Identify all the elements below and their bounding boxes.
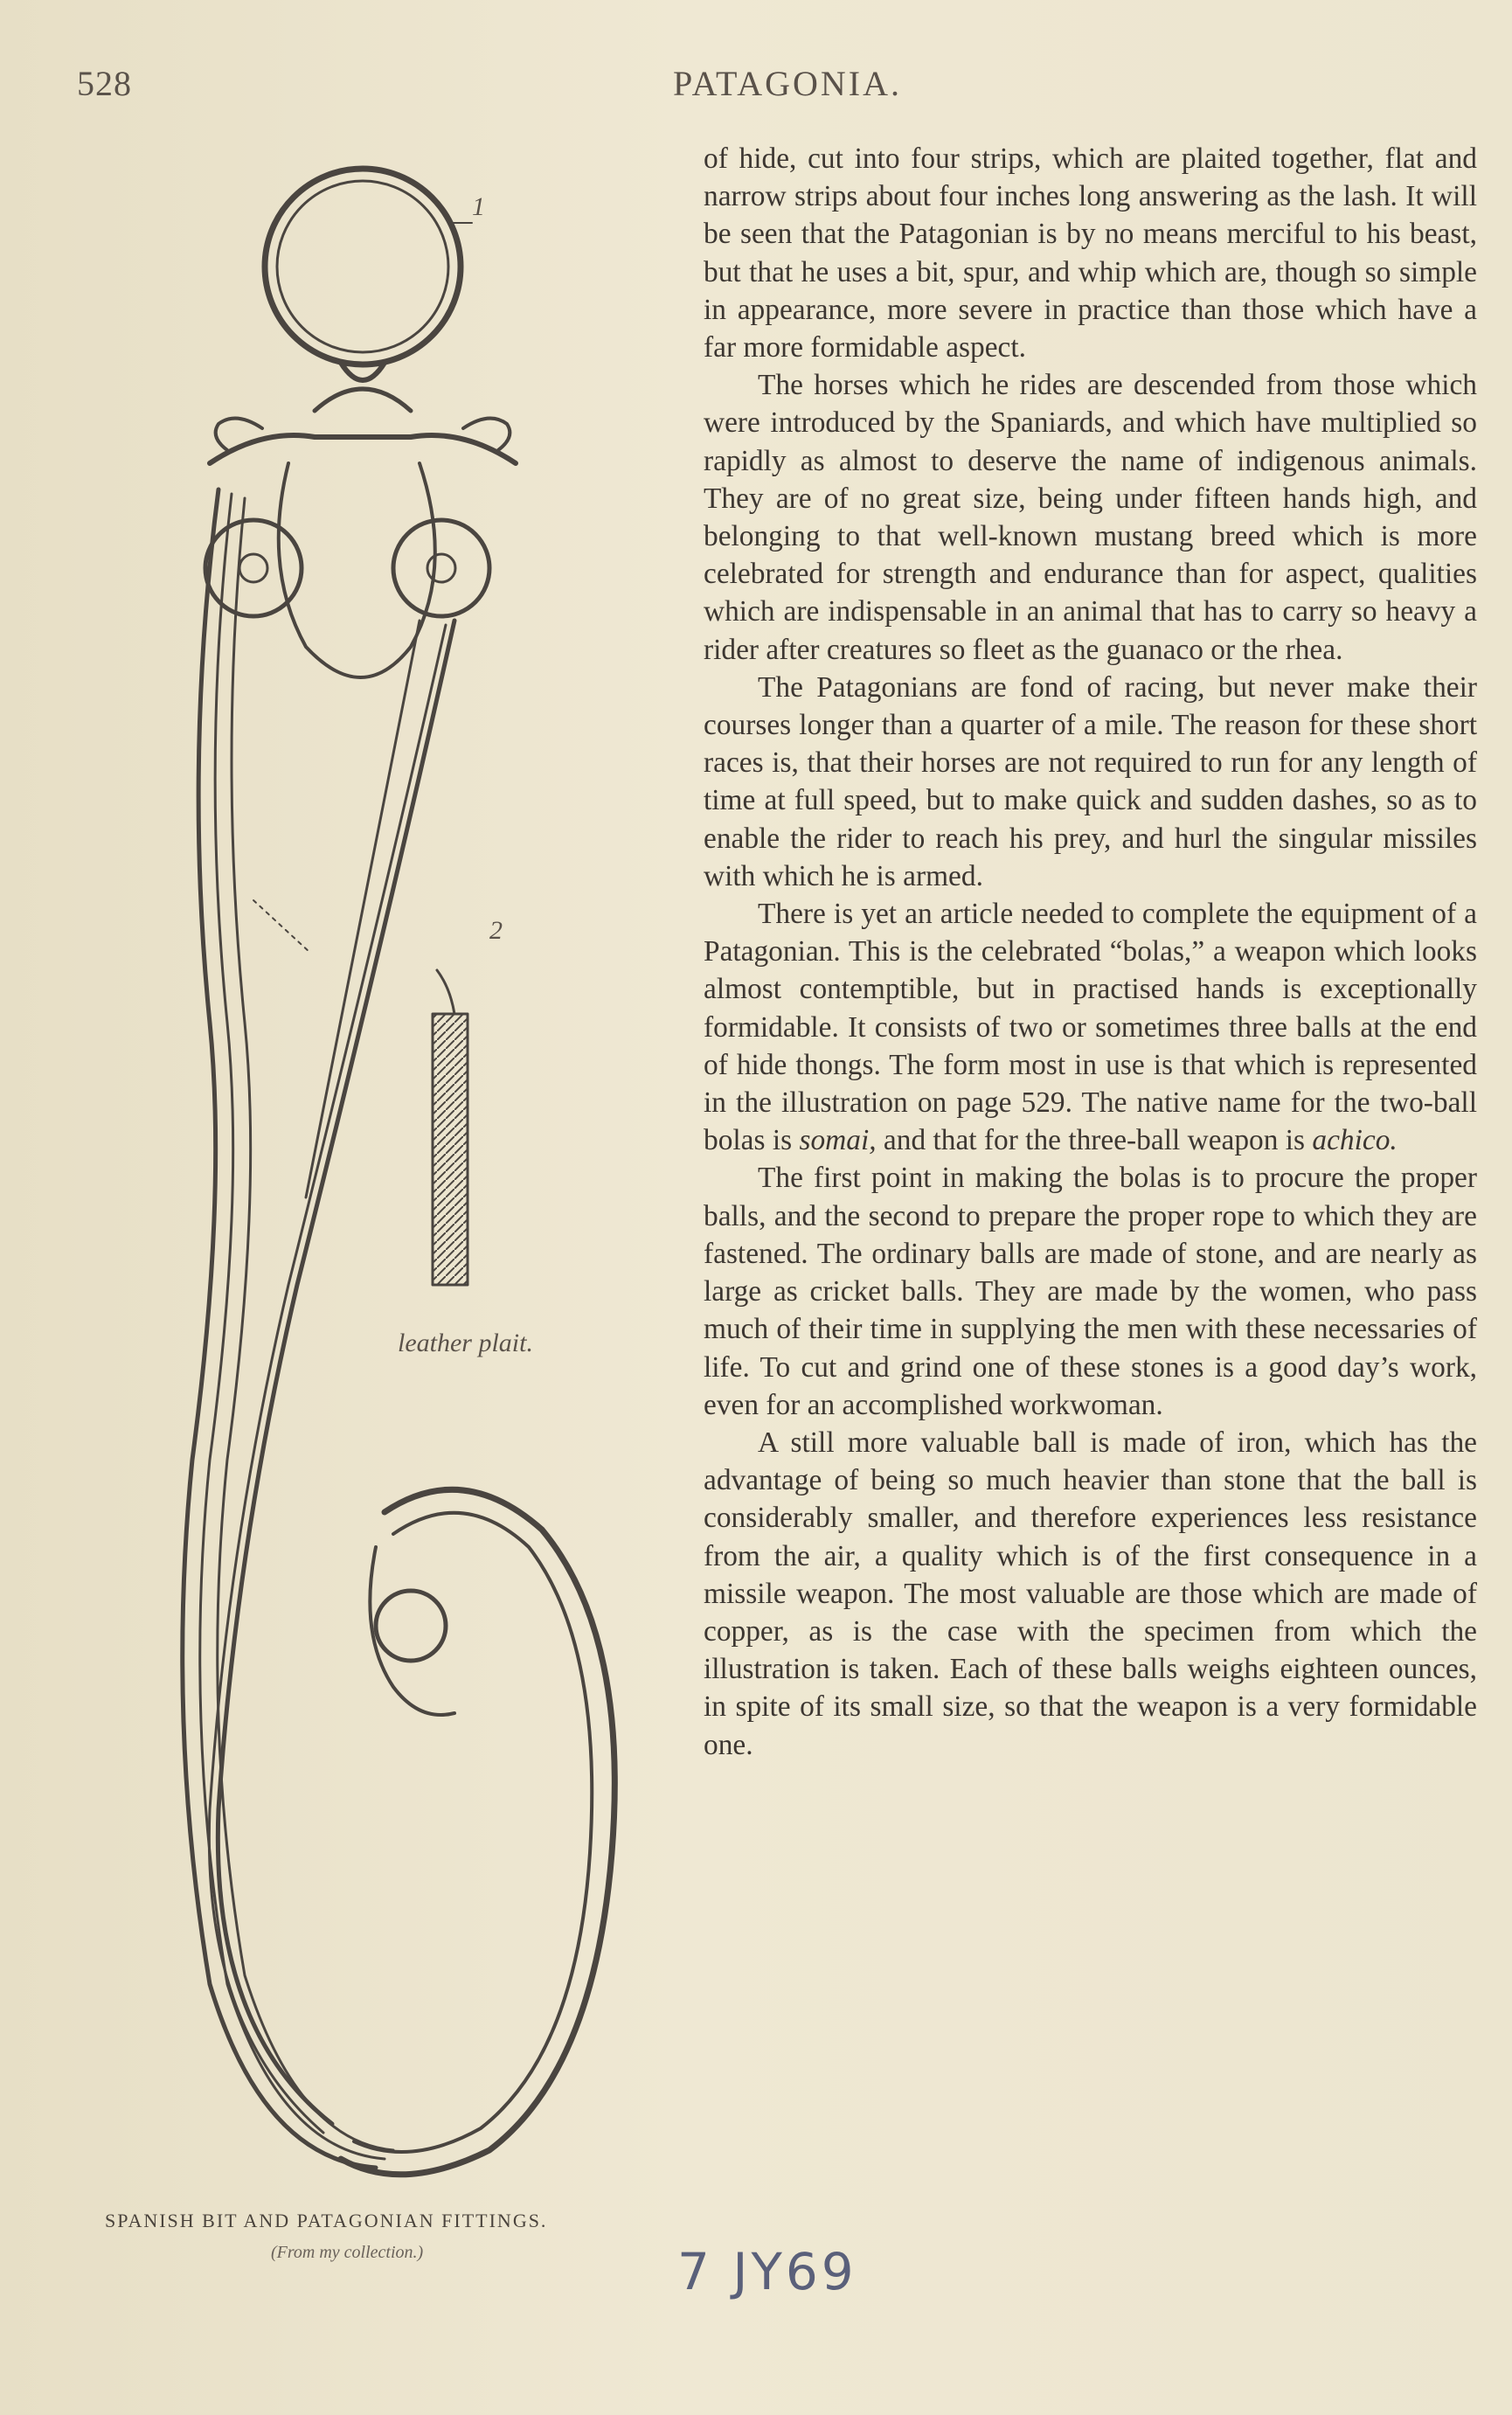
- term-achico: achico.: [1312, 1124, 1398, 1157]
- bit-engraving: [157, 149, 647, 2229]
- caption-title: SPANISH BIT AND PATAGONIAN FITTINGS.: [105, 2210, 548, 2231]
- running-title: PATAGONIA.: [673, 64, 903, 103]
- caption-subtitle: (From my collection.): [271, 2243, 424, 2262]
- paragraph-3: The Patagonians are fond of racing, but never make their courses longer than a quarter of a mile. The reason for these short races is, that their horses are not required to run for any length of time at full speed, but to make quick and sudden dashes, so as to enable the rider to reach his prey, and hurl the singular missiles with which he is armed.: [704, 670, 1477, 892]
- paragraph-5: The first point in making the bolas is to procure the proper balls, and the second to prepare the proper rope to which they are fastened. The ordinary balls are made of stone, and are nearly as large as cricket balls. They are made by the women, who pass much of their time in supplying the men with these necessaries of life. To cut and grind one of these stones is a good day’s work, even for an accomplished workwoman.: [704, 1162, 1477, 1421]
- figure-label-2: 2: [489, 916, 503, 945]
- paragraph-4: [704, 895, 1477, 1159]
- paragraph-4-part-b: and that for the three-ball weapon is: [876, 1124, 1313, 1157]
- body-text-column: [704, 140, 1477, 1764]
- paragraph-6: A still more valuable ball is made of iron, which has the advantage of being so much heavier than stone that the ball is considerably smaller, and therefore experiences less resistance from the air, a quality which is of the first consequence in a missile weapon. The most valuable are those which are made of copper, as is the case with the specimen from which the illustration is taken. Each of these balls weighs eighteen ounces, in spite of its small size, so that the weapon is a very formidable one.: [704, 1426, 1477, 1761]
- term-somai: somai,: [799, 1124, 877, 1157]
- figure-label-leather-plait: leather plait.: [398, 1329, 533, 1357]
- library-stamp: 7 JY69: [677, 2242, 857, 2301]
- page-number: 528: [77, 64, 132, 103]
- paragraph-1: of hide, cut into four strips, which are plaited together, flat and narrow strips about four inches long answering as the lash. It will be seen that the Patagonian is by no means merciful to his beast, but that he uses a bit, spur, and whip which are, though so simple in appearance, more severe in practice than those which have a far more formidable aspect.: [704, 142, 1477, 364]
- paragraph-2: The horses which he rides are descended from those which were introduced by the Spaniards, and which have multiplied so rapidly as almost to deserve the name of indigenous animals. They are of no great size, being under fifteen hands high, and belonging to that well-known mustang breed which is more celebrated for strength and endurance than for aspect, qualities which are indispensable in an animal that has to carry so heavy a rider after creatures so fleet as the guanaco or the rhea.: [704, 369, 1477, 666]
- figure-label-1: 1: [472, 192, 485, 221]
- paragraph-4-part-a: There is yet an article needed to complete the equipment of a Patagonian. This is the celebrated “bolas,” a weapon which looks almost contemptible, but in practised hands is exceptionally formidable. It consists of two or sometimes three balls at the end of hide thongs. The form most in use is that which is represented in the illustration on page 529. The native name for the two-ball bolas is: [704, 898, 1477, 1157]
- figure-caption: [105, 2210, 664, 2263]
- figure-spanish-bit-illustration: [157, 149, 647, 2229]
